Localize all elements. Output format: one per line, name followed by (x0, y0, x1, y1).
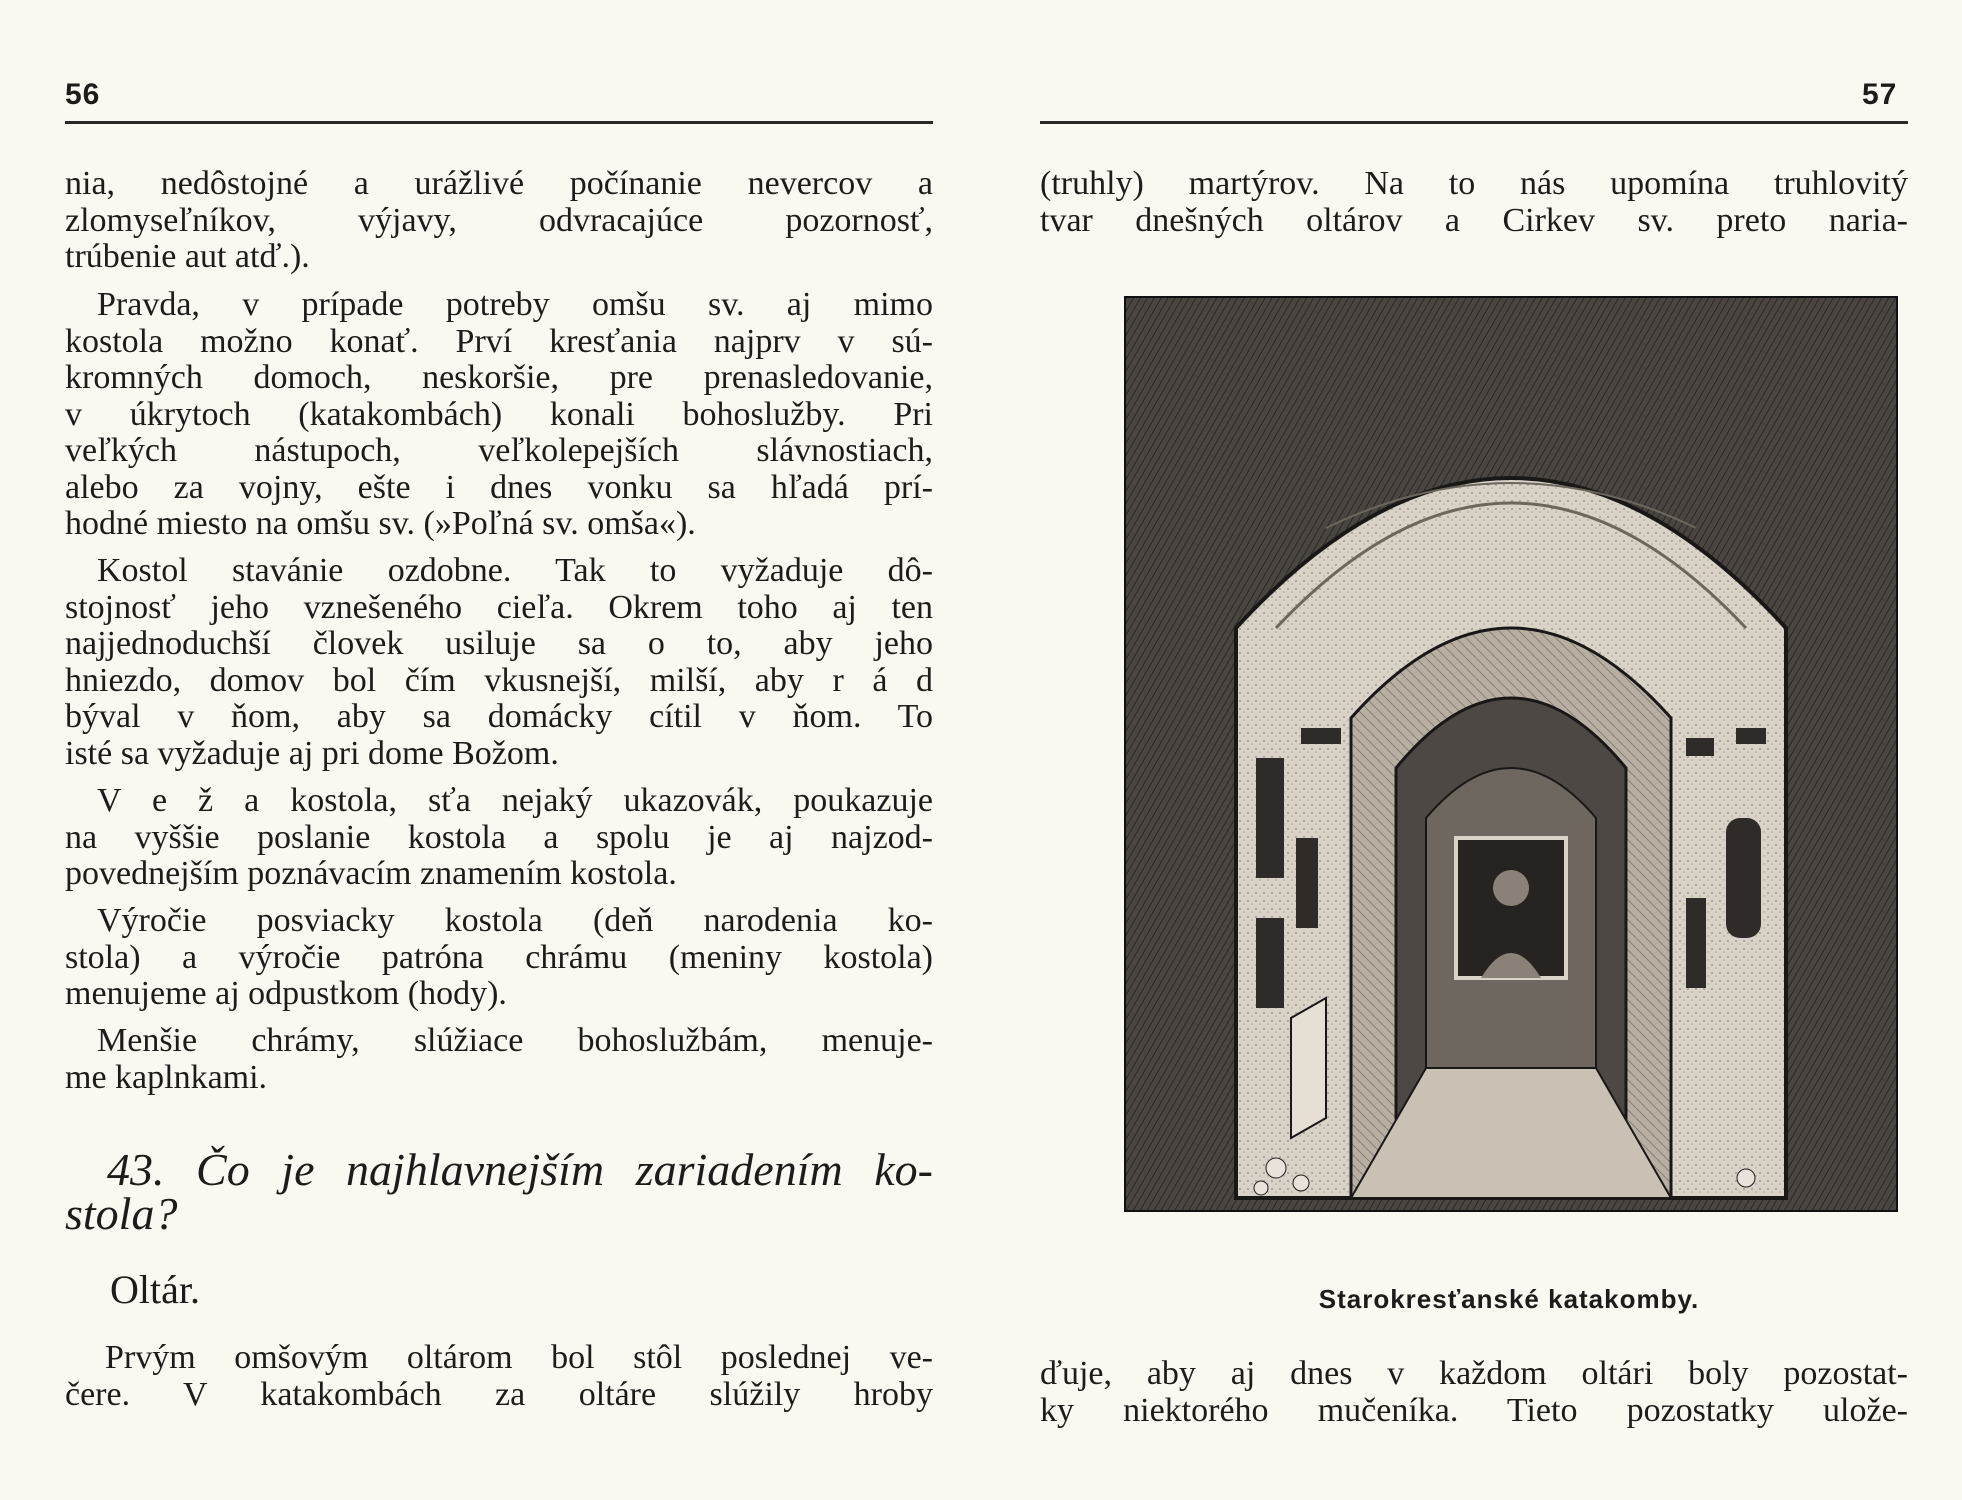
paragraph-1 (65, 166, 933, 276)
text-line: tvar dnešných oltárov a Cirkev sv. preto naria- (1040, 201, 1908, 239)
text-line: povednejším poznávacím znamením kostola. (65, 855, 677, 892)
catacomb-engraving-icon (1124, 296, 1898, 1212)
text-line: hniezdo, domov bol čím vkusnejší, milší, aby r á d (65, 661, 933, 699)
answer-heading: Oltár. (110, 1267, 200, 1312)
text-line: V e ž a kostola, sťa nejaký ukazovák, poukazuje (97, 782, 933, 819)
text-line: nia, nedôstojné a urážlivé počínanie nevercov a (65, 165, 933, 202)
paragraph-4 (65, 783, 933, 893)
heading-line: 43. Čo je najhlavnejším zariadením ko- (107, 1144, 933, 1195)
text-line: Výročie posviacky kostola (deň narodenia ko- (97, 902, 933, 939)
text-line: ky niektorého mučeníka. Tieto pozostatky ulože- (1040, 1391, 1908, 1429)
text-line: stola) a výročie patróna chrámu (meniny kostola) (65, 938, 933, 976)
text-line: Pravda, v prípade potreby omšu sv. aj mimo (97, 286, 933, 323)
text-line: me kaplnkami. (65, 1058, 268, 1096)
text-line: ďuje, aby aj dnes v každom oltári boly pozostat- (1040, 1355, 1908, 1392)
text-line: v úkrytoch (katakombách) konali bohoslužby. Pri (65, 395, 933, 433)
heading-line: stola? (65, 1188, 178, 1239)
text-line: trúbenie aut atď.). (65, 238, 310, 275)
text-line: hodné miesto na omšu sv. (»Poľná sv. omša«). (65, 505, 696, 542)
question-heading (65, 1144, 933, 1239)
text-line: isté sa vyžaduje aj pri dome Božom. (65, 734, 559, 772)
text-line: alebo za vojny, ešte i dnes vonku sa hľadá prí- (65, 468, 933, 506)
paragraph-5 (65, 903, 933, 1013)
text-line: na vyššie poslanie kostola a spolu je aj najzod- (65, 818, 933, 856)
text-line: býval v ňom, aby sa domácky cítil v ňom. To (65, 698, 933, 735)
text-line: veľkých nástupoch, veľkolepejších slávnostiach, (65, 432, 933, 469)
paragraph-right-1 (1040, 166, 1908, 239)
header-rule-right (1040, 121, 1908, 124)
text-line: čere. V katakombách za oltáre slúžily hroby (65, 1375, 933, 1413)
text-line: (truhly) martýrov. Na to nás upomína truhlovitý (1040, 165, 1908, 202)
text-line: stojnosť jeho vznešeného cieľa. Okrem toho aj ten (65, 588, 933, 626)
paragraph-7 (65, 1340, 933, 1413)
text-line: Kostol stavánie ozdobne. Tak to vyžaduje dô- (97, 552, 933, 589)
text-line: kromných domoch, neskoršie, pre prenasledovanie, (65, 359, 933, 396)
text-line: menujeme aj odpustkom (hody). (65, 975, 507, 1012)
paragraph-right-2 (1040, 1356, 1908, 1429)
paragraph-2 (65, 287, 933, 543)
text-line: Prvým omšovým oltárom bol stôl poslednej ve- (105, 1339, 933, 1376)
page-number-left: 56 (65, 78, 101, 111)
figure-caption: Starokresťanské katakomby. (1318, 1284, 1700, 1314)
header-rule-left (65, 121, 933, 124)
text-line: najjednoduchší človek usiluje sa o to, aby jeho (65, 625, 933, 662)
text-line: Menšie chrámy, slúžiace bohoslužbám, menuje- (97, 1022, 933, 1059)
paragraph-6 (65, 1023, 933, 1096)
text-line: zlomyseľníkov, výjavy, odvracajúce pozornosť, (65, 201, 933, 239)
page-number-right: 57 (1862, 78, 1898, 111)
paragraph-3 (65, 553, 933, 772)
text-line: kostola možno konať. Prví kresťania najprv v sú- (65, 322, 933, 360)
